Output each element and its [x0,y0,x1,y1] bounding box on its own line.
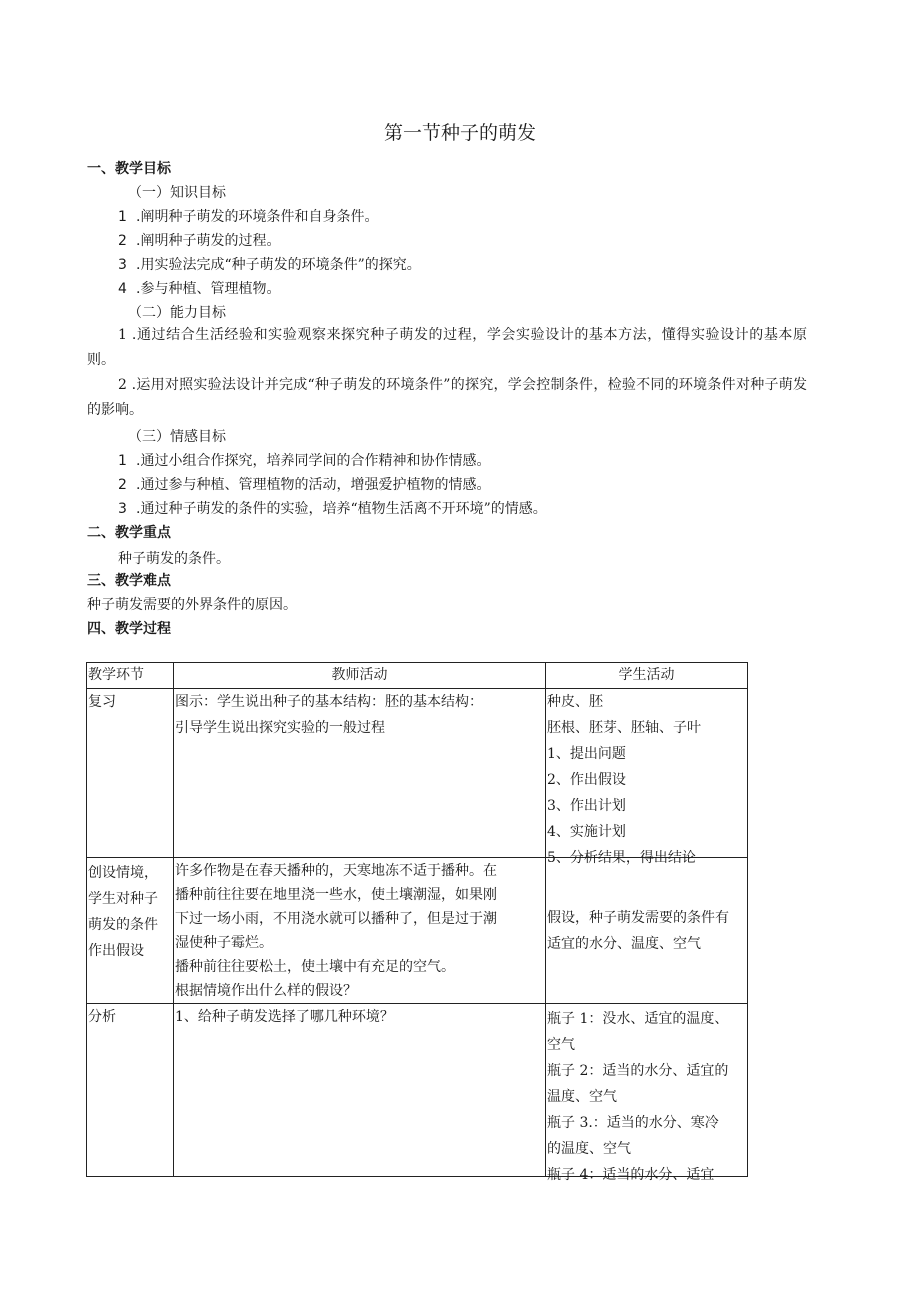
item-number: 2 [118,477,127,493]
item-number: 1 [118,453,127,469]
section-heading-process: 四、教学过程 [87,621,171,637]
student-cell [546,1004,748,1183]
lesson-process-table [86,662,748,1183]
table-row [87,858,748,1004]
ability-paragraph: 2 .运用对照实验法设计并完成“种子萌发的环境条件”的探究，学会控制条件，检验不同的环境条件对种子萌发的影响。 [87,377,807,418]
stage-text: 分析 [88,1009,116,1025]
teacher-line: 根据情境作出什么样的假设？ [175,983,357,999]
stage-cell [87,858,174,1004]
teacher-line: 图示：学生说出种子的基本结构：胚的基本结构： [175,694,483,710]
student-line: 4、实施计划 [547,824,626,840]
teacher-line: 许多作物是在春天播种的，天寒地冻不适于播种。在 [175,863,497,879]
header-stage: 教学环节 [87,663,174,689]
page-title: 第一节种子的萌发 [383,122,536,144]
item-number: 4 [118,281,127,297]
knowledge-item [118,278,280,298]
student-line: 5、分析结果，得出结论 [547,850,696,866]
emotion-item [118,498,547,518]
teacher-line: 播种前往往要松土，使土壤中有充足的空气。 [175,959,455,975]
student-line: 适宜的水分、温度、空气 [547,935,701,952]
student-line: 的温度、空气 [547,1141,631,1157]
table-row [87,689,748,858]
section-heading-difficulties: 三、教学难点 [87,573,171,589]
stage-line: 萌发的条件 [88,917,158,933]
section-heading-key-points: 二、教学重点 [87,525,171,541]
knowledge-item [118,254,421,274]
student-line: 温度、空气 [547,1089,617,1105]
knowledge-item [118,206,378,226]
header-student: 学生活动 [546,663,748,689]
student-line: 胚根、胚芽、胚轴、子叶 [547,720,701,736]
stage-text: 复习 [88,694,116,710]
emotion-item [118,474,490,494]
table-row [87,1004,748,1177]
header-teacher: 教师活动 [174,663,546,689]
student-line: 3、作出计划 [547,798,626,814]
student-line: 2、作出假设 [547,772,626,788]
table-header-row [87,663,748,689]
item-number: 2 [118,233,127,249]
teacher-line: 播种前往往要在地里浇一些水，使土壤潮湿，如果刚 [175,887,497,903]
emotion-item [118,450,490,470]
item-number: 1 [118,209,127,225]
student-line: 瓶子 1：没水、适宜的温度、 [547,1011,729,1027]
student-line: 1、提出问题 [547,746,626,762]
teacher-line: 下过一场小雨，不用浇水就可以播种了，但是过于潮 [175,911,497,927]
stage-line: 创设情境， [88,865,158,881]
ability-paragraph: 1 .通过结合生活经验和实验观察来探究种子萌发的过程，学会实验设计的基本方法，懂得实验设计的基本原则。 [87,327,807,368]
item-text: .阐明种子萌发的过程。 [136,233,281,249]
stage-line: 作出假设 [88,943,144,959]
item-text: .用实验法完成“种子萌发的环境条件”的探究。 [136,257,421,273]
subheading-knowledge: （一）知识目标 [128,185,226,201]
item-number: 3 [118,257,127,273]
stage-cell [87,689,174,858]
student-line: 瓶子 2：适当的水分、适宜的 [547,1063,729,1079]
stage-cell [87,1004,174,1177]
difficulty-text: 种子萌发需要的外界条件的原因。 [87,597,297,613]
teacher-line: 引导学生说出探究实验的一般过程 [175,720,385,736]
section-heading-objectives: 一、教学目标 [87,161,171,177]
student-line: 空气 [547,1037,575,1053]
item-number: 3 [118,501,127,517]
student-cell [546,689,748,866]
knowledge-item [118,230,280,250]
student-cell [546,858,748,1004]
stage-line: 学生对种子 [88,891,158,907]
teacher-line: 1、给种子萌发选择了哪几种环境？ [175,1009,394,1025]
key-point-text: 种子萌发的条件。 [118,551,230,567]
student-line: 瓶子 3.：适当的水分、寒冷 [547,1115,719,1131]
student-line: 瓶子 4：适当的水分、适宜 [547,1167,715,1183]
subheading-ability: （二）能力目标 [128,305,226,321]
subheading-emotion: （三）情感目标 [128,429,226,445]
teacher-line: 湿使种子霉烂。 [175,935,273,951]
student-line: 假设，种子萌发需要的条件有 [547,909,729,926]
teacher-cell [174,858,546,1004]
item-text: .通过参与种植、管理植物的活动，增强爱护植物的情感。 [136,477,491,493]
item-text: .通过种子萌发的条件的实验，培养“植物生活离不开环境”的情感。 [136,501,547,517]
teacher-cell [174,689,546,858]
teacher-cell [174,1004,546,1177]
item-text: .通过小组合作探究，培养同学间的合作精神和协作情感。 [136,453,491,469]
student-line: 种皮、胚 [547,694,603,710]
item-text: .阐明种子萌发的环境条件和自身条件。 [136,209,379,225]
item-text: .参与种植、管理植物。 [136,281,281,297]
